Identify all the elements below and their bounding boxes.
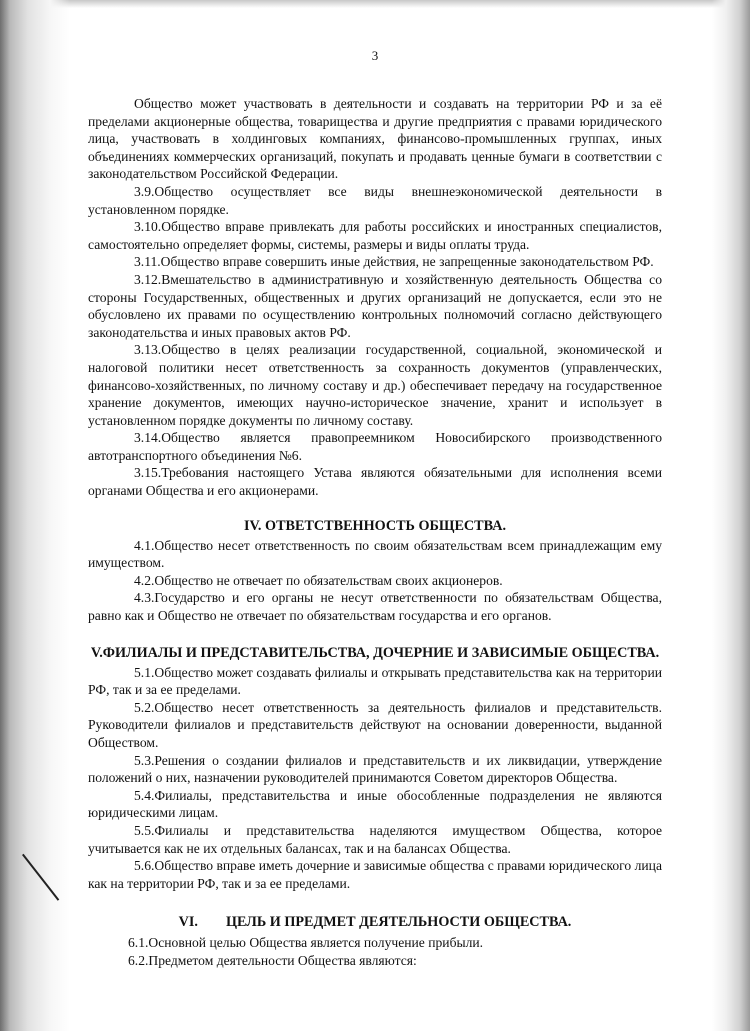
paragraph-6-2: 6.2.Предметом деятельности Общества являются: — [128, 952, 417, 968]
paragraph-3-13: 3.13.Общество в целях реализации государственной, социальной, экономической и налоговой политики несет ответственность за сохранность документов (управленческих, финансово-хозяйственных, по личному составу и др.) обеспечивает передачу на государственное хранение документов, имеющих научно-историческое значение, хранит и использует в установленном порядке документы по личному составу. — [88, 342, 662, 428]
scan-edge-top — [0, 0, 750, 8]
section-6-title: ЦЕЛЬ И ПРЕДМЕТ ДЕЯТЕЛЬНОСТИ ОБЩЕСТВА. — [225, 914, 572, 931]
paragraph-3-9: 3.9.Общество осуществляет все виды внешнеэкономической деятельности в установленном порядке. — [88, 183, 662, 217]
section-6-number: VI. — [178, 914, 198, 931]
paragraph-4-3: 4.3.Государство и его органы не несут ответственности по обязательствам Общества, равно как и Общество не отвечает по обязательствам государства и его органов. — [88, 590, 662, 624]
scan-edge-left — [0, 0, 70, 1031]
paragraph-5-6: 5.6.Общество вправе иметь дочерние и зависимые общества с правами юридического лица как на территории РФ, так и за ее пределами. — [88, 858, 662, 891]
section-6-heading — [88, 914, 662, 931]
paragraph-5-3: 5.3.Решения о создании филиалов и представительств и их ликвидации, утверждение положений о них, назначении руководителей принимаются Советом директоров Общества. — [88, 752, 662, 786]
section-4-heading: IV. ОТВЕТСТВЕННОСТЬ ОБЩЕСТВА. — [244, 517, 506, 534]
paragraph-4-2: 4.2.Общество не отвечает по обязательствам своих акционеров. — [134, 572, 503, 588]
paragraph-3-8-continuation: Общество может участвовать в деятельности и создавать на территории РФ и за её пределами акционерные общества, товарищества и другие предприятия с правами юридического лица, участвовать в холдинговых компаниях, финансово-промышленных группах, иных объединениях коммерческих организаций, покупать и продавать ценные бумаги в соответствии с законодательством Российской Федерации. — [88, 96, 662, 182]
paragraph-3-14: 3.14.Общество является правопреемником Новосибирского производственного автотранспортного объединения №6. — [88, 430, 662, 463]
paragraph-5-4: 5.4.Филиалы, представительства и иные обособленные подразделения не являются юридическими лицам. — [88, 787, 662, 821]
paragraph-5-1: 5.1.Общество может создавать филиалы и открывать представительства как на территории РФ, так и за ее пределами. — [88, 664, 662, 698]
paragraph-4-1: 4.1.Общество несет ответственность по своим обязательствам всем принадлежащим ему имуществом. — [88, 537, 662, 571]
page-number: 3 — [371, 48, 379, 63]
document-body — [88, 95, 662, 970]
paragraph-5-2: 5.2.Общество несет ответственность за деятельность филиалов и представительств. Руководители филиалов и представительств действуют на основании доверенности, выданной Обществом. — [88, 699, 662, 750]
paragraph-3-15: 3.15.Требования настоящего Устава являются обязательными для исполнения всеми органами Общества и его акционерами. — [88, 465, 662, 499]
paragraph-3-12: 3.12.Вмешательство в административную и хозяйственную деятельность Общества со стороны Государственных, общественных и других организаций не допускается, если это не обусловлено их правами по осуществлению контрольных полномочий согласно действующего законодательства и иных правовых актов РФ. — [88, 271, 662, 340]
paragraph-3-11: 3.11.Общество вправе совершить иные действия, не запрещенные законодательством РФ. — [134, 254, 654, 270]
section-5-heading: V.ФИЛИАЛЫ И ПРЕДСТАВИТЕЛЬСТВА, ДОЧЕРНИЕ И ЗАВИСИМЫЕ ОБЩЕСТВА. — [90, 644, 660, 661]
paragraph-5-5: 5.5.Филиалы и представительства наделяются имуществом Общества, которое учитывается как не их отдельных балансах, так и на балансах Общества. — [88, 822, 662, 856]
paragraph-6-1: 6.1.Основной целью Общества является получение прибыли. — [128, 935, 484, 951]
scan-edge-right — [712, 0, 750, 1031]
paragraph-3-10: 3.10.Общество вправе привлекать для работы российских и иностранных специалистов, самостоятельно определяет формы, системы, размеры и виды оплаты труда. — [88, 219, 662, 252]
